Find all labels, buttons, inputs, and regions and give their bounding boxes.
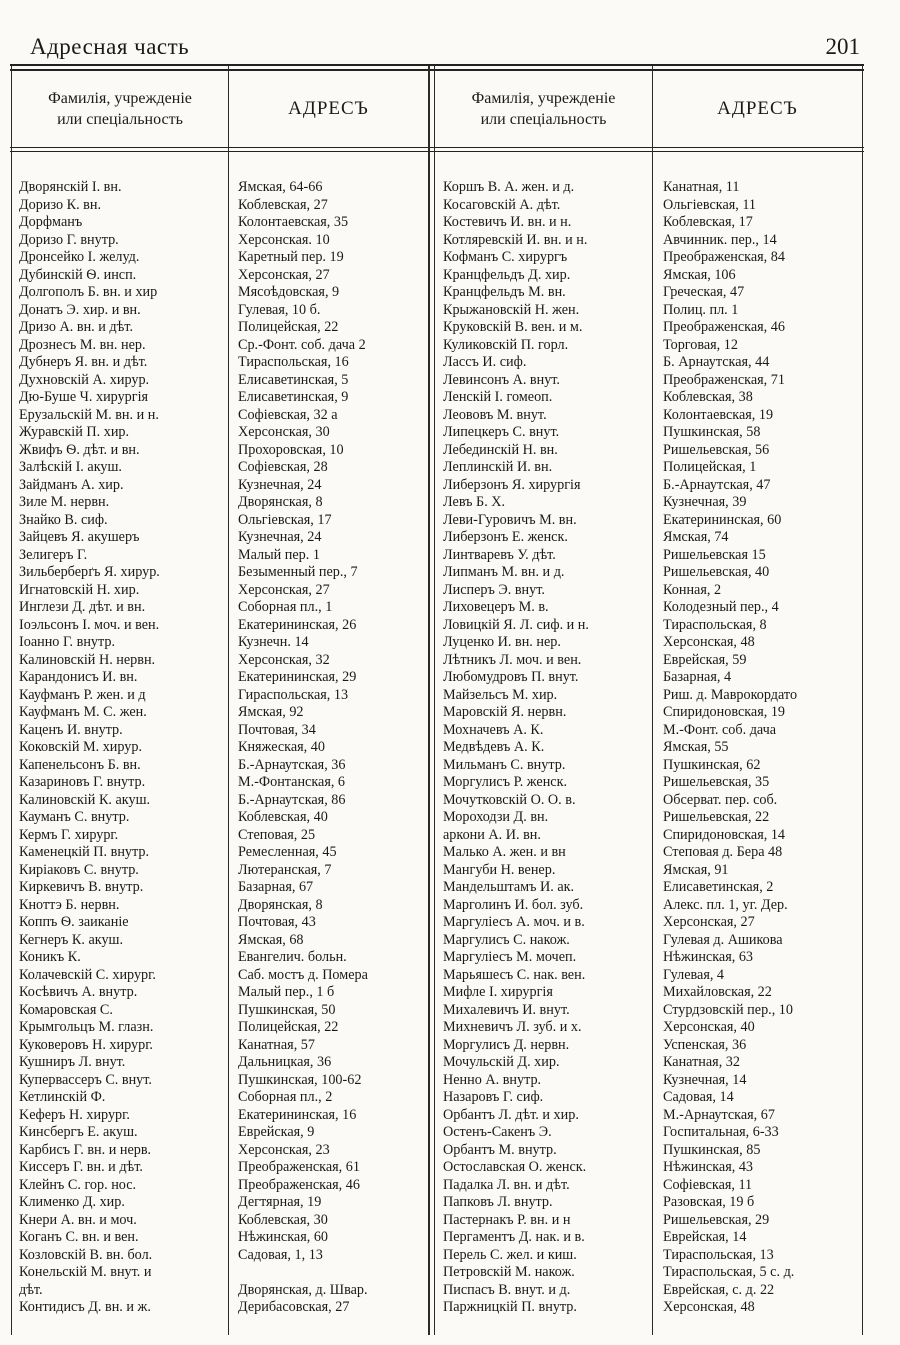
entry-name: Косѣвичъ А. внутр. xyxy=(19,984,138,1000)
entry-address: Полиц. пл. 1 xyxy=(663,301,739,318)
entry-address: Дворянская, 8 xyxy=(238,494,323,510)
entry-address: Дворянская, д. Швар. xyxy=(238,1281,368,1298)
entry-address: Базарная, 4 xyxy=(663,669,732,685)
entry-name: Мангуби Н. венер. xyxy=(443,861,556,878)
entry-address: Торговая, 12 xyxy=(663,336,738,353)
entry-address: Екатерининская, 60 xyxy=(663,511,782,528)
entry-address: Тираспольская, 13 xyxy=(663,1246,774,1263)
entry-address: Обсерват. пер. соб. xyxy=(663,791,778,808)
entry-address: Пушкинская, 85 xyxy=(663,1141,761,1158)
entry-address: Дворянская, 8 xyxy=(238,896,323,913)
entry-name: Моргулисъ Д. нервн. xyxy=(443,1036,570,1053)
entry-address: Преображенская, 61 xyxy=(238,1159,360,1175)
entry-name: Лассъ И. сиф. xyxy=(443,354,527,370)
header-name-line2: или спеціальность xyxy=(480,111,607,128)
entry-address: Коблевская, 40 xyxy=(238,809,328,825)
entry-address: Ришельевская, 29 xyxy=(663,1211,770,1228)
entry-name: Дризо А. вн. и дѣт. xyxy=(19,319,133,335)
entry-name: Калиновскій Н. нервн. xyxy=(19,651,156,668)
entry-name: Коникъ К. xyxy=(19,949,81,965)
entry-name: Карандонисъ И. вн. xyxy=(19,669,138,685)
entry-name: Крымгольцъ М. глазн. xyxy=(19,1019,154,1035)
entry-name: Паржницкій П. внутр. xyxy=(443,1299,577,1315)
entry-name: Калиновскій К. акуш. xyxy=(19,791,151,808)
entry-address: Прохоровская, 10 xyxy=(238,441,344,458)
top-rule-double xyxy=(10,69,864,71)
entry-name: Іоэльсонъ І. моч. и вен. xyxy=(19,616,160,633)
entry-name: Майзельсъ М. хир. xyxy=(443,686,558,703)
entry-address: Херсонская, 23 xyxy=(238,1141,330,1158)
entry-name: Круковскій В. вен. и м. xyxy=(443,319,583,335)
page-number: 201 xyxy=(825,34,860,59)
entry-address: Разовская, 19 б xyxy=(663,1194,755,1210)
entry-address: Каретный пер. 19 xyxy=(238,249,344,265)
entry-name: Ненно А. внутр. xyxy=(443,1071,542,1088)
entry-name: Дубнеръ Я. вн. и дѣт. xyxy=(19,354,148,370)
entry-address: Евангелич. больн. xyxy=(238,949,347,965)
entry-name: Киріаковъ С. внутр. xyxy=(19,861,139,878)
entry-address: Ямская, 64-66 xyxy=(238,179,323,195)
entry-name: Кетлинскій Ф. xyxy=(19,1089,106,1105)
entry-address: Ремесленная, 45 xyxy=(238,844,337,860)
entry-address: Ришельевская, 35 xyxy=(663,774,770,790)
entry-address: Софіевская, 32 а xyxy=(238,406,338,423)
entry-address: Преображенская, 46 xyxy=(663,319,785,335)
entry-name: Моргулисъ Р. женск. xyxy=(443,774,568,790)
entry-name: Папковъ Л. внутр. xyxy=(443,1194,553,1210)
entry-address: Херсонская, 48 xyxy=(663,1299,755,1315)
entry-name: Липецкеръ С. внут. xyxy=(443,424,560,440)
entry-address: Тираспольская, 8 xyxy=(663,616,767,633)
entry-address: Нѣжинская, 60 xyxy=(238,1229,329,1245)
entry-address: Конная, 2 xyxy=(663,581,722,598)
entry-address: М.-Арнаутская, 67 xyxy=(663,1106,775,1123)
entry-name: Пастернакъ Р. вн. и н xyxy=(443,1211,571,1228)
entry-address: Коблевская, 17 xyxy=(663,214,753,230)
entry-name: Марьяшесъ С. нак. вен. xyxy=(443,966,586,983)
entry-address: Полицейская, 1 xyxy=(663,459,757,475)
entry-address: Успенская, 36 xyxy=(663,1036,747,1053)
entry-name: Михневичъ Л. зуб. и х. xyxy=(443,1019,582,1035)
entry-name: Марголинъ И. бол. зуб. xyxy=(443,896,584,913)
entry-address: Ольгіевская, 11 xyxy=(663,196,757,213)
entry-name: Доризо К. вн. xyxy=(19,196,102,213)
entry-address: Соборная пл., 2 xyxy=(238,1089,333,1105)
entry-address: Степовая, 25 xyxy=(238,826,316,843)
entry-name: Колачевскій С. хирург. xyxy=(19,966,156,983)
entry-name: Орбантъ М. внутр. xyxy=(443,1141,557,1158)
entry-address: Полицейская, 22 xyxy=(238,319,339,335)
entry-address: Колонтаевская, 35 xyxy=(238,214,349,230)
entry-name: Кушниръ Л. внут. xyxy=(19,1054,126,1070)
entry-address: Гулевая д. Ашикова xyxy=(663,931,783,948)
entry-name: Костевичъ И. вн. и н. xyxy=(443,214,572,230)
header-address-left: АДРЕСЪ xyxy=(288,98,369,119)
entry-address: Ямская, 106 xyxy=(663,266,736,283)
entry-name: Дю-Буше Ч. хирургія xyxy=(19,389,149,405)
entry-name: Леви-Гуровичъ М. вн. xyxy=(443,511,577,528)
entry-address: Преображенская, 46 xyxy=(238,1176,360,1193)
entry-address: Авчинник. пер., 14 xyxy=(663,231,777,248)
entry-name: Кауманъ С. внутр. xyxy=(19,809,130,825)
entry-name: Лѣтникъ Л. моч. и вен. xyxy=(443,651,582,668)
entry-address: Дегтярная, 19 xyxy=(238,1194,322,1210)
header-name-line1: Фамилія, учрежденіе xyxy=(48,90,192,107)
header-name-right xyxy=(435,72,652,146)
entry-address: Коблевская, 38 xyxy=(663,389,753,405)
entry-address: Алекс. пл. 1, уг. Дер. xyxy=(663,896,788,913)
entry-name: Капенельсонъ Б. вн. xyxy=(19,756,141,773)
entry-name: Мочутковскій О. О. в. xyxy=(443,791,576,808)
entry-name: Луценко И. вн. нер. xyxy=(443,634,561,650)
entry-name: Донатъ Э. хир. и вн. xyxy=(19,301,141,318)
entry-address: М.-Фонтанская, 6 xyxy=(238,774,346,790)
entry-name: Зелигеръ Г. xyxy=(19,546,88,563)
entry-name: Кауфманъ М. С. жен. xyxy=(19,704,147,720)
entry-address: Почтовая, 43 xyxy=(238,914,316,930)
entry-name: Кофманъ С. хирургъ xyxy=(443,249,568,265)
entry-name: Лиховецеръ М. в. xyxy=(443,599,549,615)
entry-address: Пушкинская, 100-62 xyxy=(238,1071,362,1088)
entry-address: Стурдзовскій пер., 10 xyxy=(663,1001,793,1018)
entry-address: Б. Арнаутская, 44 xyxy=(663,354,770,370)
entry-name: Дубинскій Ѳ. инсп. xyxy=(19,266,137,283)
entry-address: Херсонская, 27 xyxy=(238,581,330,598)
entry-name: Петровскій М. накож. xyxy=(443,1264,575,1280)
entry-address: Садовая, 1, 13 xyxy=(238,1246,323,1263)
center-divider xyxy=(428,66,430,1335)
entry-name: Орбантъ Л. дѣт. и хир. xyxy=(443,1106,579,1123)
entry-address: Почтовая, 34 xyxy=(238,721,316,738)
entry-name: дѣт. xyxy=(19,1281,43,1298)
center-divider xyxy=(434,66,435,1335)
entry-name: Дорфманъ xyxy=(19,214,83,230)
entry-name: Дронсейко І. желуд. xyxy=(19,249,140,265)
entry-name: Падалка Л. вн. и дѣт. xyxy=(443,1176,570,1193)
entry-address: Софіевская, 28 xyxy=(238,459,328,475)
entry-address: Малый пер. 1 xyxy=(238,546,320,563)
entry-name: Жвифъ Ѳ. дѣт. и вн. xyxy=(19,441,140,458)
entry-address: Елисаветинская, 2 xyxy=(663,879,774,895)
entry-address: Ямская, 92 xyxy=(238,704,304,720)
entry-address: Кузнечная, 24 xyxy=(238,529,322,545)
entry-address: Пушкинская, 50 xyxy=(238,1001,336,1018)
entry-address: Тираспольская, 16 xyxy=(238,354,349,370)
entry-address: Преображенская, 84 xyxy=(663,249,785,265)
entry-name: Лебединскій Н. вн. xyxy=(443,441,558,458)
entry-name: Коганъ С. вн. и вен. xyxy=(19,1229,139,1245)
entry-address: Ришельевская, 22 xyxy=(663,809,770,825)
entry-address: Херсонская, 30 xyxy=(238,424,330,440)
entry-name: Мочульскій Д. хир. xyxy=(443,1054,560,1070)
entry-name: Маргуліесъ А. моч. и в. xyxy=(443,914,585,930)
entry-address: Екатерининская, 16 xyxy=(238,1106,357,1123)
entry-name: Остенъ-Сакенъ Э. xyxy=(443,1124,552,1140)
entry-address: Еврейская, 14 xyxy=(663,1229,747,1245)
entry-name: Либерзонъ Е. женск. xyxy=(443,529,568,545)
entry-name: Маргулисъ С. накож. xyxy=(443,931,570,948)
entry-name: Левинсонъ А. внут. xyxy=(443,371,560,388)
header-name-line2: или спеціальность xyxy=(57,111,183,128)
entry-address xyxy=(238,1264,428,1282)
entry-address: Саб. мостъ д. Помера xyxy=(238,966,368,983)
entry-address: Нѣжинская, 43 xyxy=(663,1159,754,1175)
entry-name: Перель С. жел. и киш. xyxy=(443,1246,577,1263)
entry-name: Косаговскій А. дѣт. xyxy=(443,196,561,213)
entry-name: Куковеровъ Н. хирург. xyxy=(19,1036,153,1053)
entry-name: Леплинскій И. вн. xyxy=(443,459,553,475)
entry-address: Б.-Арнаутская, 36 xyxy=(238,756,346,773)
entry-name: Каценъ И. внутр. xyxy=(19,721,123,738)
entry-address: Нѣжинская, 63 xyxy=(663,949,754,965)
entry-address: Колодезный пер., 4 xyxy=(663,599,779,615)
entry-address: Лютеранская, 7 xyxy=(238,861,332,878)
entry-name: Киркевичъ В. внутр. xyxy=(19,879,144,895)
entry-address: Б.-Арнаутская, 86 xyxy=(238,791,346,808)
entry-address: Елисаветинская, 9 xyxy=(238,389,349,405)
entry-name: Коковскій М. хирур. xyxy=(19,739,143,755)
entry-name: Козловскій В. вн. бол. xyxy=(19,1246,153,1263)
entry-name: Кранцфельдъ Д. хир. xyxy=(443,266,571,283)
right-addresses-column xyxy=(663,179,861,1317)
entry-address: Ср.-Фонт. соб. дача 2 xyxy=(238,336,366,353)
entry-name: Пергаментъ Д. нак. и в. xyxy=(443,1229,585,1245)
entry-address: Еврейская, 9 xyxy=(238,1124,315,1140)
entry-address: Госпитальная, 6-33 xyxy=(663,1124,779,1140)
column-divider xyxy=(228,66,229,1335)
entry-name: Инглези Д. дѣт. и вн. xyxy=(19,599,146,615)
entry-address: Дальницкая, 36 xyxy=(238,1054,332,1070)
column-divider xyxy=(862,66,863,1335)
entry-name: Левъ Б. Х. xyxy=(443,494,506,510)
entry-name: Малько А. жен. и вн xyxy=(443,844,566,860)
entry-name: Казариновъ Г. внутр. xyxy=(19,774,146,790)
entry-name: Каменецкій П. внутр. xyxy=(19,844,150,860)
header-bottom-rule xyxy=(10,147,864,148)
header-bottom-rule-double xyxy=(10,151,864,152)
entry-address: Гираспольская, 13 xyxy=(238,686,349,703)
section-title: Адресная часть xyxy=(30,34,190,59)
entry-name: Зильберберґъ Я. хирур. xyxy=(19,564,160,580)
entry-name: Крыжановскій Н. жен. xyxy=(443,301,580,318)
entry-address: Херсонская. 10 xyxy=(238,231,330,248)
entry-address: Греческая, 47 xyxy=(663,284,745,300)
entry-address: Тираспольская, 5 с. д. xyxy=(663,1264,795,1280)
entry-address: Спиридоновская, 14 xyxy=(663,826,786,843)
entry-name: аркони А. И. вн. xyxy=(443,826,541,843)
entry-name: Пиcпасъ В. внут. и д. xyxy=(443,1281,571,1298)
entry-name: Либерзонъ Я. хирургія xyxy=(443,476,581,493)
entry-address: Ямская, 91 xyxy=(663,861,729,878)
entry-name: Дрознесъ М. вн. нер. xyxy=(19,336,146,353)
entry-address: Кузнечная, 24 xyxy=(238,476,322,493)
entry-name: Назаровъ Г. сиф. xyxy=(443,1089,544,1105)
entry-address: Коблевская, 30 xyxy=(238,1211,328,1228)
entry-address: Херсонская, 48 xyxy=(663,634,755,650)
entry-name: Іоанно Г. внутр. xyxy=(19,634,116,650)
entry-address: Безыменный пер., 7 xyxy=(238,564,358,580)
entry-address: Херсонская, 27 xyxy=(663,914,755,930)
entry-address: Херсонская, 40 xyxy=(663,1019,755,1035)
entry-address: Ямская, 68 xyxy=(238,931,304,948)
entry-name: Михалевичъ И. внут. xyxy=(443,1001,570,1018)
entry-name: Залѣскій І. акуш. xyxy=(19,459,122,475)
entry-address: Еврейская, с. д. 22 xyxy=(663,1281,775,1298)
entry-name: Конельскій М. внут. и xyxy=(19,1264,152,1280)
entry-name: Куликовскій П. горл. xyxy=(443,336,569,353)
entry-address: Преображенская, 71 xyxy=(663,371,785,388)
entry-name: Кинсбергъ Е. акуш. xyxy=(19,1124,138,1140)
entry-address: Кузнечн. 14 xyxy=(238,634,309,650)
entry-address: М.-Фонт. соб. дача xyxy=(663,721,777,738)
entry-name: Кноттэ Б. нервн. xyxy=(19,896,120,913)
entry-address: Еврейская, 59 xyxy=(663,651,747,668)
entry-name: Комаровская С. xyxy=(19,1001,113,1018)
entry-name: Купервассеръ С. внут. xyxy=(19,1071,152,1088)
entry-address: Гулевая, 10 б. xyxy=(238,301,321,318)
top-rule xyxy=(10,64,864,66)
entry-address: Спиридоновская, 19 xyxy=(663,704,786,720)
entry-name: Знайко В. сиф. xyxy=(19,511,108,528)
entry-name: Клейнъ С. гор. нос. xyxy=(19,1176,137,1193)
entry-address: Херсонская, 32 xyxy=(238,651,330,668)
entry-address: Ришельевская, 40 xyxy=(663,564,770,580)
header-name-line1: Фамилія, учрежденіе xyxy=(471,90,616,107)
entry-name: Keферъ Н. хирург. xyxy=(19,1106,130,1123)
entry-name: Мифле І. хирургія xyxy=(443,984,553,1000)
entry-address: Риш. д. Маврокордато xyxy=(663,686,798,703)
entry-address: Ямская, 74 xyxy=(663,529,729,545)
entry-name: Клименко Д. хир. xyxy=(19,1194,125,1210)
entry-address: Михайловская, 22 xyxy=(663,984,772,1000)
entry-name: Мильманъ С. внутр. xyxy=(443,756,566,773)
entry-address: Мясоѣдовская, 9 xyxy=(238,284,340,300)
entry-address: Гулевая, 4 xyxy=(663,966,725,983)
entry-name: Остославская О. женск. xyxy=(443,1159,587,1175)
entry-address: Пушкинская, 62 xyxy=(663,756,761,773)
entry-address: Пушкинская, 58 xyxy=(663,424,761,440)
entry-name: Линтваревъ У. дѣт. xyxy=(443,546,556,563)
entry-address: Кузнечная, 14 xyxy=(663,1071,747,1088)
entry-name: Коппъ Ѳ. заиканіе xyxy=(19,914,129,930)
entry-name: Дворянскій І. вн. xyxy=(19,179,122,195)
entry-name: Ловицкій Я. Л. сиф. и н. xyxy=(443,616,589,633)
entry-name: Кауфманъ Р. жен. и д xyxy=(19,686,146,703)
entry-name: Липманъ М. вн. и д. xyxy=(443,564,565,580)
entry-name: Котляревскій И. вн. и н. xyxy=(443,231,588,248)
left-addresses-column xyxy=(238,179,428,1317)
entry-address: Екатерининская, 26 xyxy=(238,616,357,633)
entry-address: Канатная, 32 xyxy=(663,1054,740,1070)
column-divider xyxy=(11,66,12,1335)
entry-name: Духновскій А. хирур. xyxy=(19,371,150,388)
entry-name: Зайцевъ Я. акушеръ xyxy=(19,529,140,545)
entry-name: Ленскій І. гомеоп. xyxy=(443,389,553,405)
entry-name: Мохначевъ А. К. xyxy=(443,721,544,738)
entry-name: Долгополъ Б. вн. и хир xyxy=(19,284,158,300)
entry-name: Кранцфельдъ М. вн. xyxy=(443,284,566,300)
entry-address: Базарная, 67 xyxy=(238,879,314,895)
entry-name: Киссеръ Г. вн. и дѣт. xyxy=(19,1159,143,1175)
entry-address: Полицейская, 22 xyxy=(238,1019,339,1035)
entry-address: Екатерининская, 29 xyxy=(238,669,357,685)
entry-address: Садовая, 14 xyxy=(663,1089,734,1105)
header-address-right: АДРЕСЪ xyxy=(717,98,798,119)
entry-address: Соборная пл., 1 xyxy=(238,599,333,615)
entry-address: Канатная, 11 xyxy=(663,179,740,195)
entry-address: Княжеская, 40 xyxy=(238,739,325,755)
entry-name: Кермъ Г. хирург. xyxy=(19,826,119,843)
entry-address: Херсонская, 27 xyxy=(238,266,330,283)
entry-name: Зиле М. нервн. xyxy=(19,494,110,510)
entry-name: Медвѣдевъ А. К. xyxy=(443,739,545,755)
entry-name: Контидисъ Д. вн. и ж. xyxy=(19,1299,151,1315)
entry-address: Канатная, 57 xyxy=(238,1036,315,1053)
entry-address: Ольгіевская, 17 xyxy=(238,511,332,528)
page-header xyxy=(26,30,860,60)
column-divider xyxy=(652,66,653,1335)
header-name-left xyxy=(12,72,228,146)
entry-address: Дерибасовская, 27 xyxy=(238,1299,350,1315)
entry-address: Елисаветинская, 5 xyxy=(238,371,349,388)
entry-address: Ришельевская 15 xyxy=(663,546,766,563)
entry-name: Кнери А. вн. и моч. xyxy=(19,1211,137,1228)
entry-name: Зайдманъ А. хир. xyxy=(19,476,124,493)
entry-name: Маровскій Я. нервн. xyxy=(443,704,567,720)
entry-address: Колонтаевская, 19 xyxy=(663,406,774,423)
entry-name: Мандельштамъ И. ак. xyxy=(443,879,575,895)
entry-name: Коршъ В. А. жен. и д. xyxy=(443,179,575,195)
entry-name: Журавскій П. хир. xyxy=(19,424,130,440)
entry-name: Доризо Г. внутр. xyxy=(19,231,119,248)
entry-name: Мороходзи Д. вн. xyxy=(443,809,549,825)
entry-name: Маргуліесъ М. мочеп. xyxy=(443,949,577,965)
entry-name: Леововъ М. внут. xyxy=(443,406,547,423)
entry-address: Коблевская, 27 xyxy=(238,196,328,213)
entry-name: Игнатовскій Н. хир. xyxy=(19,581,140,598)
entry-name: Любомудровъ П. внут. xyxy=(443,669,579,685)
entry-name: Лисперъ Э. внут. xyxy=(443,581,545,598)
entry-name: Ерузальскій М. вн. и н. xyxy=(19,406,159,423)
entry-address: Софіевская, 11 xyxy=(663,1176,753,1193)
entry-name: Кегнеръ К. акуш. xyxy=(19,931,124,948)
right-names-column xyxy=(443,179,651,1317)
entry-address: Б.-Арнаутская, 47 xyxy=(663,476,771,493)
left-names-column xyxy=(19,179,227,1317)
entry-address: Ямская, 55 xyxy=(663,739,729,755)
entry-address: Малый пер., 1 б xyxy=(238,984,335,1000)
entry-name: Карбисъ Г. вн. и нерв. xyxy=(19,1141,152,1158)
entry-address: Степовая д. Бера 48 xyxy=(663,844,783,860)
entry-address: Кузнечная, 39 xyxy=(663,494,747,510)
entry-address: Ришельевская, 56 xyxy=(663,441,770,458)
